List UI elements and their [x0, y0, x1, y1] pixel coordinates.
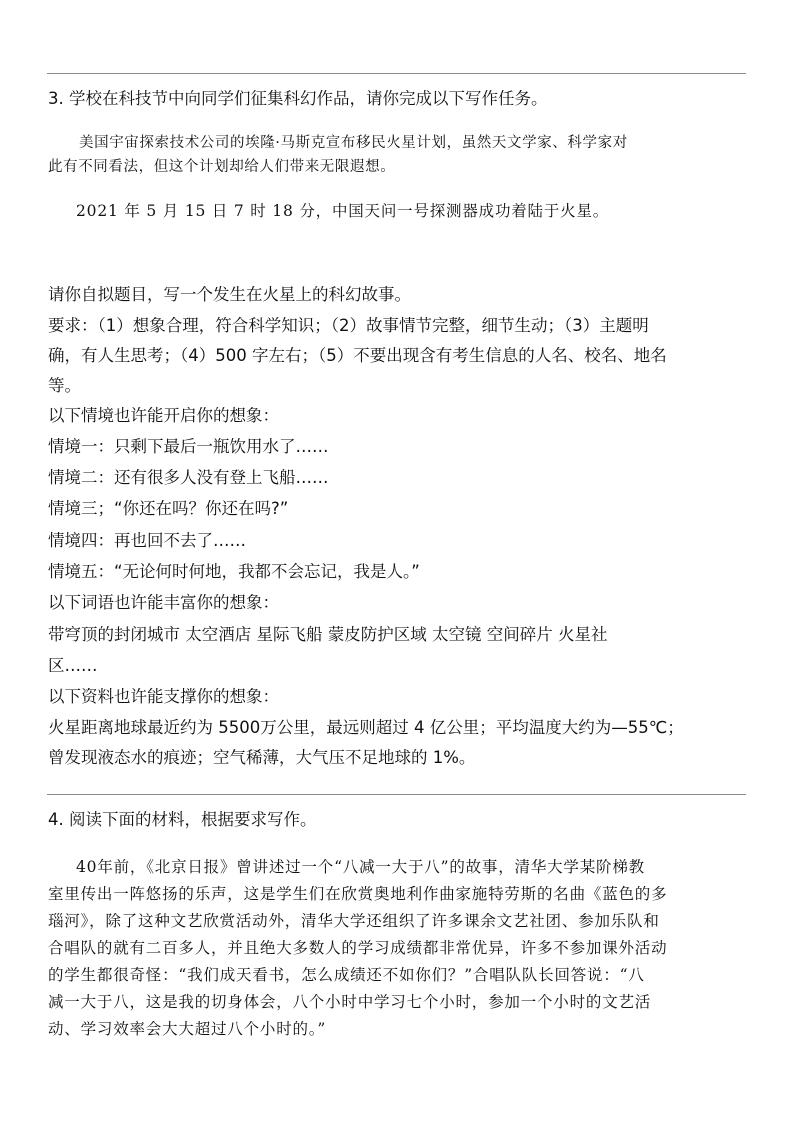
q3-scenario-1: 情境一：只剩下最后一瓶饮用水了……: [48, 437, 329, 456]
divider-top: [47, 73, 746, 74]
q3-requirements-line-2: 确，有人生思考；（4）500 字左右；（5）不要出现含有考生信息的人名、校名、地名: [48, 346, 667, 365]
q3-prompt: 请你自拟题目，写一个发生在火星上的科幻故事。: [48, 285, 411, 304]
q4-material-line-2: 室里传出一阵悠扬的乐声，这是学生们在欣赏奥地利作曲家施特劳斯的名曲《蓝色的多: [48, 885, 668, 903]
q3-material-1-line-1: 美国宇宙探索技术公司的埃隆·马斯克宣布移民火星计划，虽然天文学家、科学家对: [79, 135, 628, 151]
q3-material-2: 2021 年 5 月 15 日 7 时 18 分，中国天问一号探测器成功着陆于火星。: [76, 202, 610, 220]
q3-scenario-intro: 以下情境也许能开启你的想象：: [48, 406, 279, 425]
q3-facts-line-1: 火星距离地球最近约为 5500万公里，最远则超过 4 亿公里；平均温度大约为—55℃；: [48, 718, 684, 737]
q4-material-line-5: 的学生都很奇怪：“我们成天看书，怎么成绩还不如你们？”合唱队队长回答说：“八: [48, 966, 645, 984]
q3-requirements-line-1: 要求：（1）想象合理，符合科学知识；（2）故事情节完整，细节生动；（3）主题明: [48, 316, 649, 335]
q3-material-1-line-2: 此有不同看法，但这个计划却给人们带来无限遐想。: [48, 159, 396, 175]
q4-material-line-3: 瑙河》，除了这种文艺欣赏活动外，清华大学还组织了许多课余文艺社团、参加乐队和: [48, 912, 660, 930]
q4-material-line-4: 合唱队的就有二百多人，并且绝大多数人的学习成绩都非常优异，许多不参加课外活动: [48, 939, 668, 957]
q4-material-line-6: 减一大于八，这是我的切身体会，八个小时中学习七个小时，参加一个小时的文艺活: [48, 993, 652, 1011]
divider-middle: [47, 794, 746, 795]
q3-requirements-line-3: 等。: [48, 376, 81, 395]
q4-material-line-1: 40年前，《北京日报》曾讲述过一个“八减一大于八”的故事，清华大学某阶梯教: [76, 858, 645, 876]
q3-words-line-2: 区……: [48, 656, 98, 675]
q3-facts-intro: 以下资料也许能支撑你的想象：: [48, 687, 279, 706]
question-4-title: 4. 阅读下面的材料，根据要求写作。: [48, 810, 317, 829]
q3-scenario-4: 情境四：再也回不去了……: [48, 531, 246, 550]
q3-scenario-2: 情境二：还有很多人没有登上飞船……: [48, 468, 329, 487]
q3-scenario-3: 情境三；“你还在吗？你还在吗?”: [48, 499, 289, 518]
question-3-title: 3. 学校在科技节中向同学们征集科幻作品，请你完成以下写作任务。: [48, 89, 548, 108]
q3-words-line-1: 带穹顶的封闭城市 太空酒店 星际飞船 蒙皮防护区域 太空镜 空间碎片 火星社: [48, 625, 608, 644]
q3-words-intro: 以下词语也许能丰富你的想象：: [48, 593, 279, 612]
q4-material-line-7: 动、学习效率会大大超过八个小时的。”: [48, 1020, 327, 1038]
q3-scenario-5: 情境五：“无论何时何地，我都不会忘记，我是人。”: [48, 562, 420, 581]
q3-facts-line-2: 曾发现液态水的痕迹；空气稀薄，大气压不足地球的 1%。: [48, 748, 476, 767]
